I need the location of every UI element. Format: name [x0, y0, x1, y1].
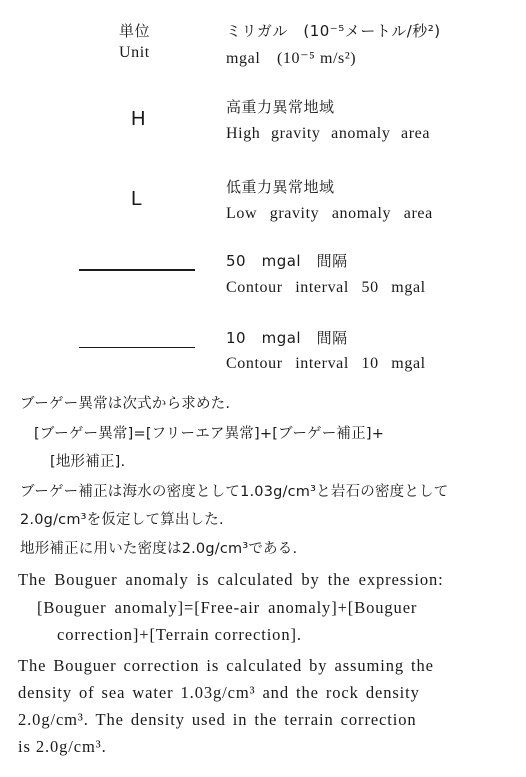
- low-desc-en: Low gravity anomaly area: [226, 205, 433, 222]
- low-desc-jp: 低重力異常地域: [226, 178, 335, 196]
- note-en-line-4: The Bouguer correction is calculated by assuming the: [18, 656, 434, 675]
- note-en-line-5: density of sea water 1.03g/cm³ and the rock density: [18, 683, 420, 702]
- contour-50-desc-jp: 50 mgal 間隔: [226, 252, 348, 270]
- high-desc-en: High gravity anomaly area: [226, 125, 431, 142]
- unit-label-en: Unit: [119, 44, 150, 61]
- note-jp-line-6: 地形補正に用いた密度は2.0g/cm³である.: [20, 541, 298, 557]
- contour-10-desc-en: Contour interval 10 mgal: [226, 355, 426, 372]
- note-jp-line-4: ブーゲー補正は海水の密度として1.03g/cm³と岩石の密度として: [20, 484, 449, 500]
- low-symbol: L: [131, 188, 143, 210]
- note-jp-line-5: 2.0g/cm³を仮定して算出した.: [20, 512, 224, 528]
- note-en-line-2: [Bouguer anomaly]=[Free-air anomaly]+[Bouguer: [37, 598, 418, 617]
- note-jp-line-2: [ブーゲー異常]=[フリーエア異常]+[ブーゲー補正]+: [34, 426, 385, 442]
- note-en-line-7: is 2.0g/cm³.: [18, 737, 107, 756]
- contour-50-line: [79, 269, 195, 271]
- contour-10-line: [79, 347, 195, 348]
- note-en-line-6: 2.0g/cm³. The density used in the terrain correction: [18, 710, 417, 729]
- unit-value-jp: ミリガル (10⁻⁵メートル/秒²): [226, 22, 441, 40]
- contour-50-desc-en: Contour interval 50 mgal: [226, 279, 426, 296]
- unit-label-jp: 単位: [119, 22, 151, 40]
- note-en-line-3: correction]+[Terrain correction].: [57, 625, 302, 644]
- high-symbol: H: [131, 108, 146, 130]
- unit-value-en: mgal (10⁻⁵ m/s²): [226, 50, 357, 67]
- contour-10-desc-jp: 10 mgal 間隔: [226, 329, 348, 347]
- high-desc-jp: 高重力異常地域: [226, 98, 335, 116]
- note-jp-line-3: [地形補正].: [50, 454, 126, 470]
- note-jp-line-1: ブーゲー異常は次式から求めた.: [20, 396, 231, 412]
- note-en-line-1: The Bouguer anomaly is calculated by the expression:: [18, 570, 444, 589]
